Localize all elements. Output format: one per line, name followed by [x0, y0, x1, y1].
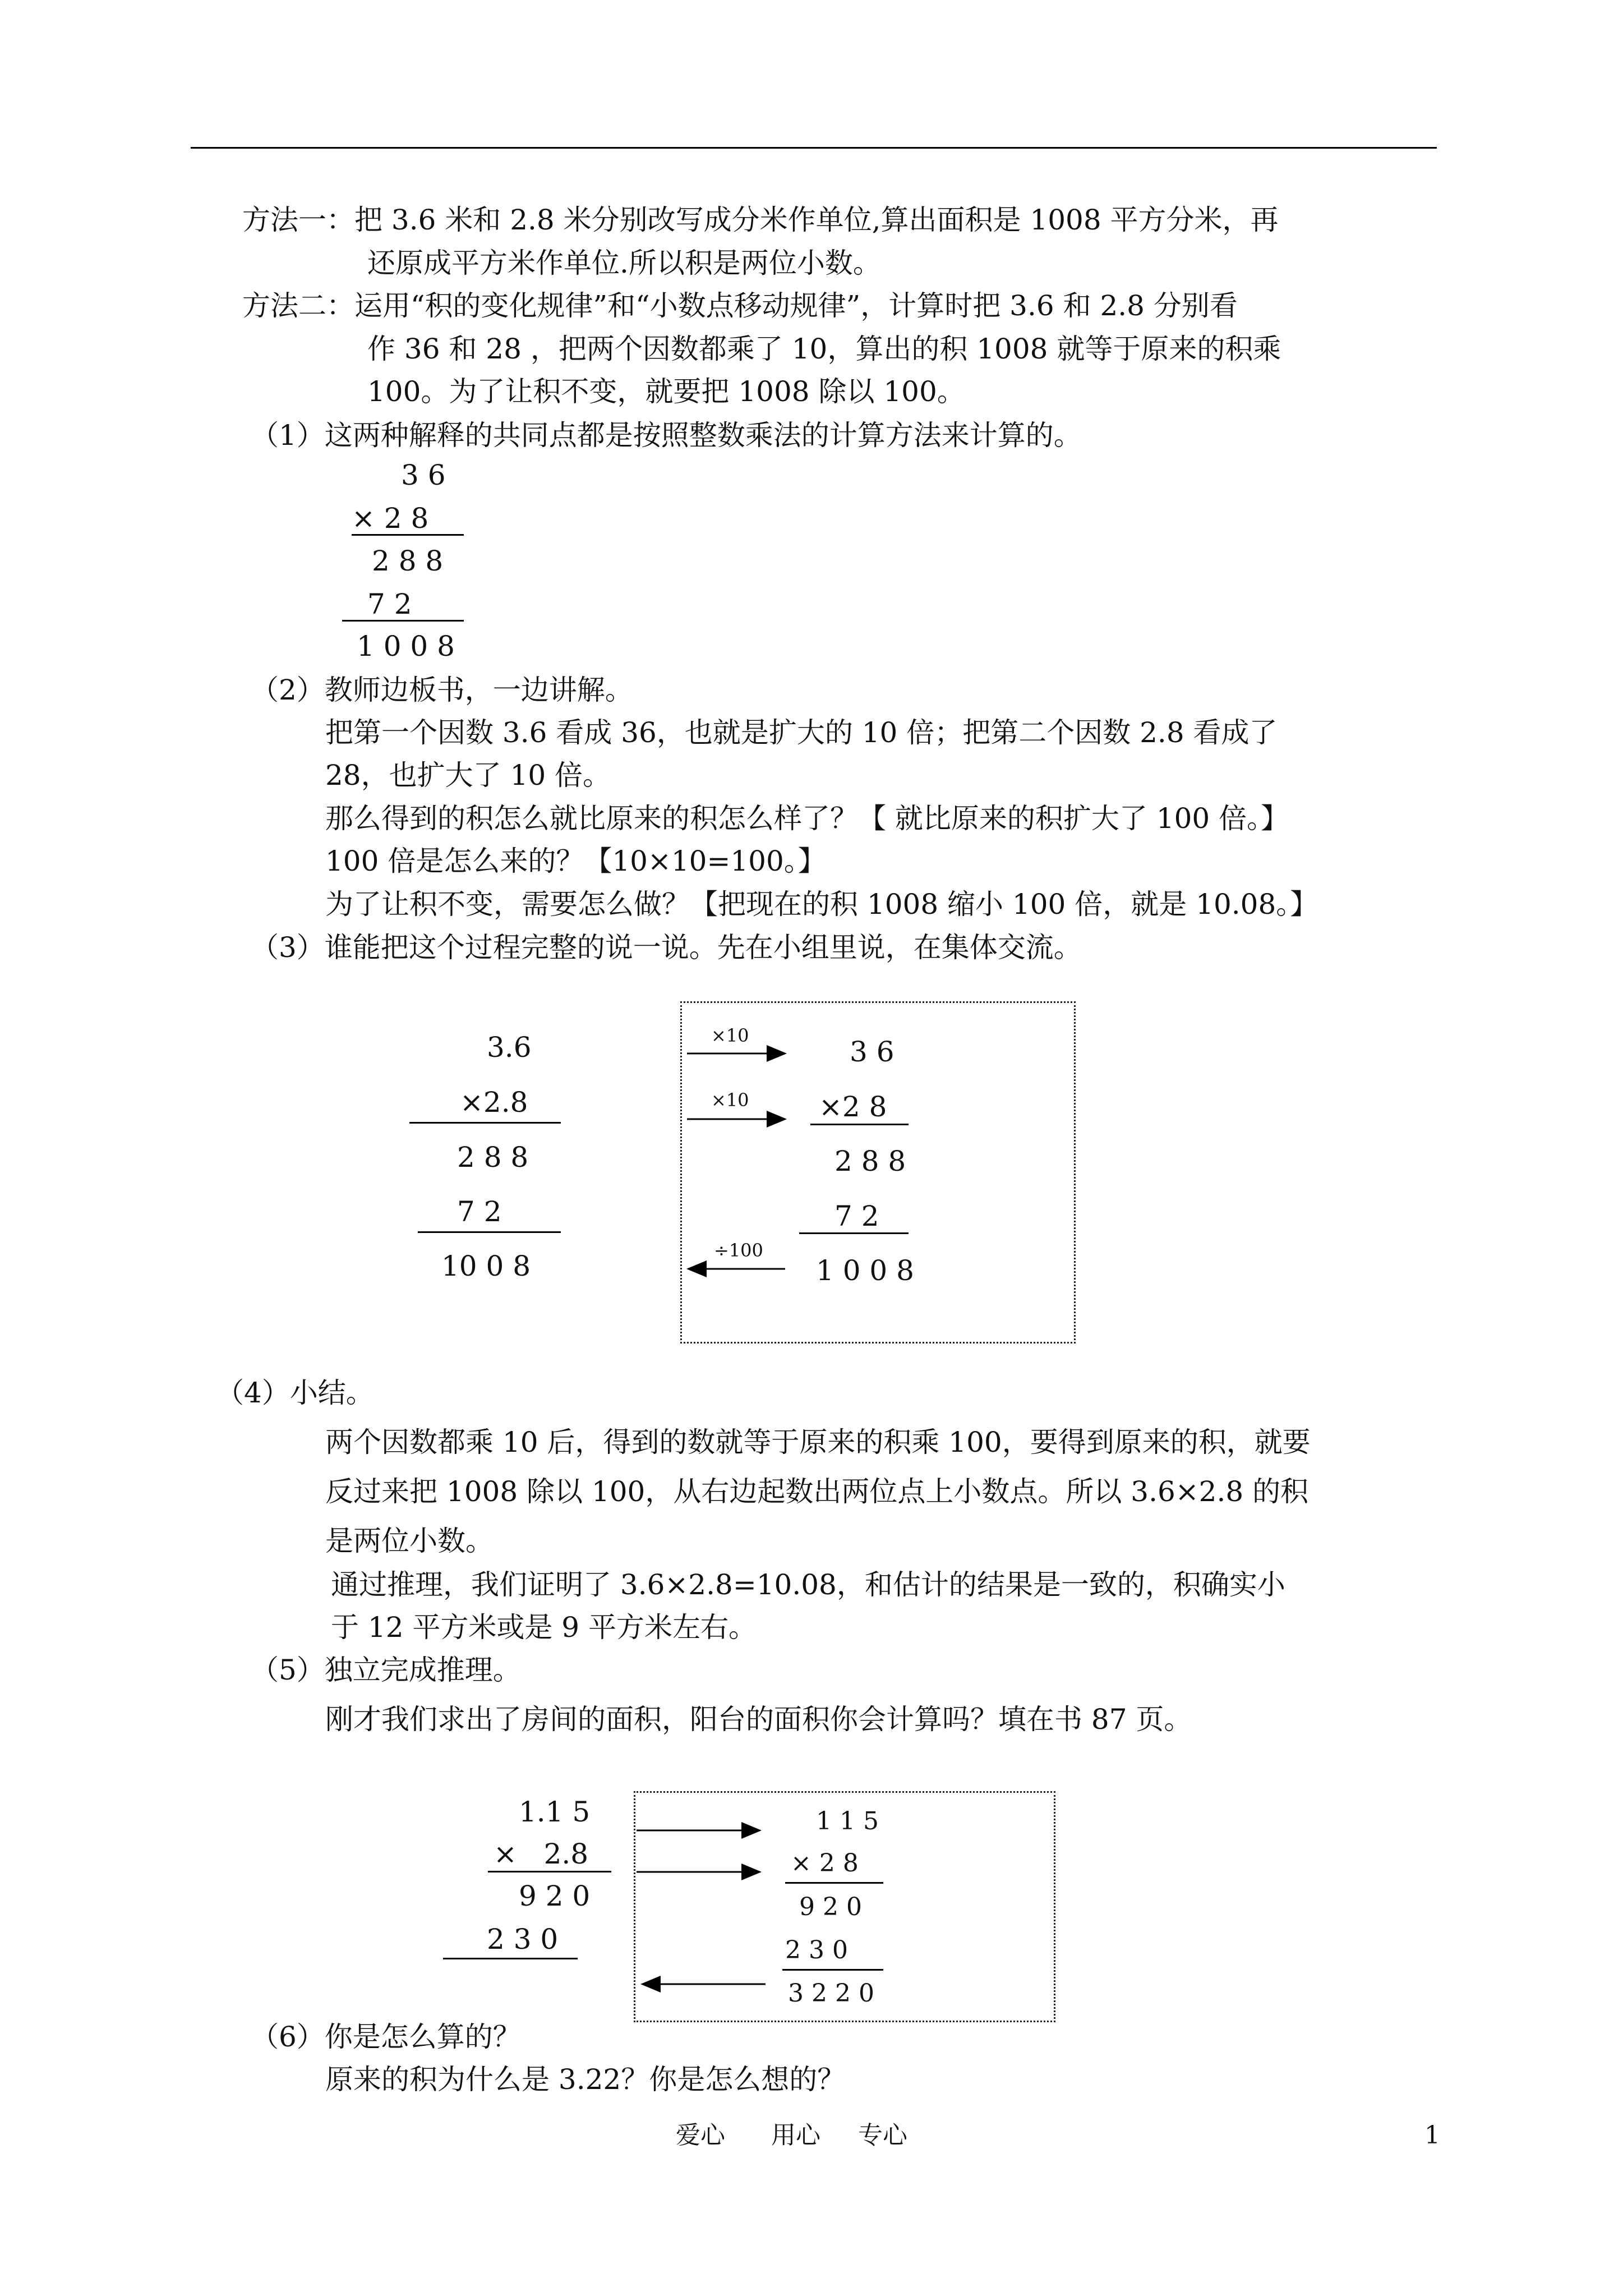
- calc1-row2: × 2 8: [352, 502, 429, 535]
- times10-label-2: ×10: [711, 1089, 749, 1111]
- calc1-row3: 2 8 8: [372, 545, 444, 577]
- calc3-left-row2: × 2.8: [494, 1838, 589, 1870]
- footer-motto-2: 用心: [771, 2121, 820, 2150]
- calc3-left-line1: [488, 1871, 611, 1872]
- calc2-right-row3: 2 8 8: [834, 1145, 906, 1177]
- section2-line1: 把第一个因数 3.6 看成 36，也就是扩大的 10 倍；把第二个因数 2.8 看成了: [325, 716, 1278, 749]
- section3-title: （3）谁能把这个过程完整的说一说。先在小组里说，在集体交流。: [251, 931, 1082, 964]
- calc1-row1: 3 6: [401, 459, 446, 491]
- calc2-left-row1: 3.6: [487, 1031, 532, 1064]
- calc2-left-row2: ×2.8: [460, 1086, 528, 1119]
- calc2-left-row3: 2 8 8: [457, 1141, 529, 1174]
- calc3-left-row3: 9 2 0: [519, 1880, 591, 1912]
- calc3-right-row1: 1 1 5: [816, 1807, 879, 1835]
- calc3-right-row5: 3 2 2 0: [788, 1979, 874, 2008]
- section4-line3: 是两位小数。: [325, 1525, 494, 1557]
- calc2-left-row5: 10 0 8: [441, 1250, 531, 1282]
- section2-line5: 为了让积不变，需要怎么做？【把现在的积 1008 缩小 100 倍，就是 10.08。】: [325, 888, 1318, 921]
- section2-line3: 那么得到的积怎么就比原来的积怎么样了？【 就比原来的积扩大了 100 倍。】: [325, 802, 1289, 835]
- calc2-right-line2: [799, 1232, 909, 1234]
- calc2-right-row1: 3 6: [850, 1036, 895, 1068]
- page-number: 1: [1424, 2121, 1440, 2150]
- calc2-right-row2: ×2 8: [819, 1091, 887, 1123]
- section5-line1: 刚才我们求出了房间的面积，阳台的面积你会计算吗？填在书 87 页。: [325, 1703, 1192, 1736]
- section5-title: （5）独立完成推理。: [251, 1654, 521, 1686]
- section6-title: （6）你是怎么算的？: [251, 2021, 521, 2053]
- section2-line4: 100 倍是怎么来的？【10×10=100。】: [325, 845, 826, 877]
- section6-line1: 原来的积为什么是 3.22？你是怎么想的？: [325, 2063, 846, 2096]
- div100-label: ÷100: [714, 1240, 763, 1261]
- calc3-right-line1: [785, 1882, 883, 1884]
- method1-line2: 还原成平方米作单位.所以积是两位小数。: [367, 247, 881, 279]
- calc3-left-row4: 2 3 0: [487, 1923, 559, 1955]
- times10-label-1: ×10: [711, 1025, 749, 1046]
- section4-line2: 反过来把 1008 除以 100，从右边起数出两位点上小数点。所以 3.6×2.8 的积: [325, 1475, 1309, 1508]
- method2-line2: 作 36 和 28 ，把两个因数都乘了 10，算出的积 1008 就等于原来的积乘: [367, 333, 1281, 365]
- calc2-left-row4: 7 2: [457, 1195, 502, 1228]
- section2-title: （2）教师边板书，一边讲解。: [251, 674, 633, 706]
- calc1-row5: 1 0 0 8: [357, 630, 455, 662]
- calc3-right-line2: [782, 1969, 883, 1971]
- calc3-left-row1: 1.1 5: [519, 1796, 591, 1828]
- section4-title: （4）小结。: [216, 1377, 374, 1409]
- method2-line3: 100。为了让积不变，就要把 1008 除以 100。: [367, 375, 965, 408]
- section4-line1: 两个因数都乘 10 后，得到的数就等于原来的积乘 100，要得到原来的积，就要: [325, 1426, 1311, 1458]
- calc3-left-line2: [443, 1958, 578, 1959]
- section4-line5: 于 12 平方米或是 9 平方米左右。: [331, 1611, 757, 1644]
- footer-motto-1: 爱心: [676, 2121, 725, 2150]
- section1-title: （1）这两种解释的共同点都是按照整数乘法的计算方法来计算的。: [251, 419, 1082, 452]
- calc3-right-row3: 9 2 0: [799, 1893, 862, 1921]
- method1-line1: 方法一：把 3.6 米和 2.8 米分别改写成分米作单位,算出面积是 1008 平方分米，再: [242, 204, 1279, 236]
- calc2-right-row4: 7 2: [834, 1200, 879, 1232]
- section2-line2: 28，也扩大了 10 倍。: [325, 759, 611, 792]
- calc2-right-row5: 1 0 0 8: [816, 1254, 914, 1287]
- section4-line4: 通过推理，我们证明了 3.6×2.8=10.08，和估计的结果是一致的，积确实小: [331, 1568, 1285, 1601]
- calc1-row4: 7 2: [367, 588, 412, 620]
- calc3-right-row2: × 2 8: [791, 1849, 859, 1878]
- footer-motto-3: 专心: [858, 2121, 907, 2150]
- method2-line1: 方法二：运用“积的变化规律”和“小数点移动规律”，计算时把 3.6 和 2.8 分别看: [242, 289, 1238, 322]
- calc2-right-line1: [810, 1124, 909, 1125]
- calc3-right-row4: 2 3 0: [785, 1936, 848, 1964]
